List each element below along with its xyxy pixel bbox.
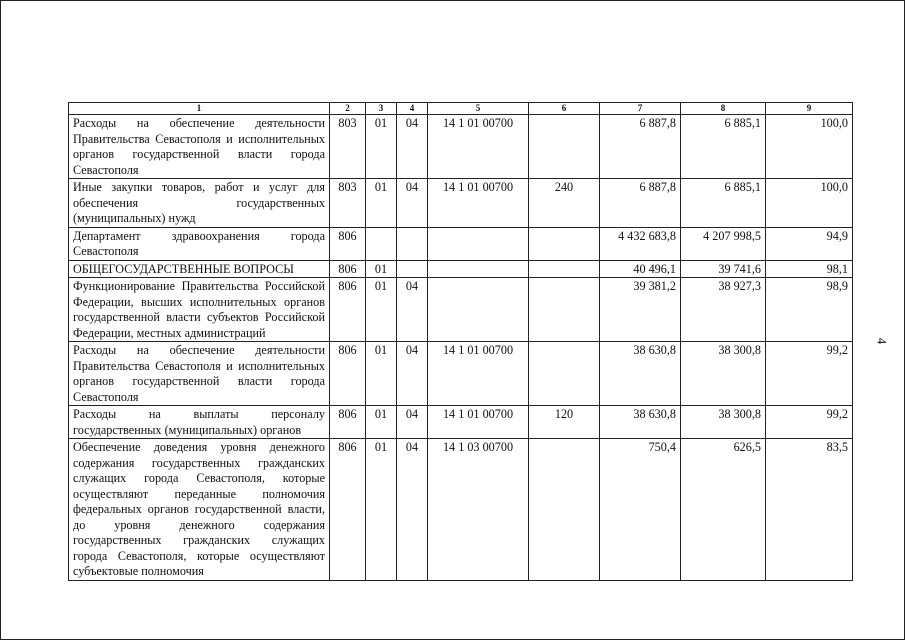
cell-approved: 38 630,8	[600, 342, 681, 406]
cell-section: 01	[366, 342, 397, 406]
budget-table	[68, 102, 853, 581]
cell-ministry: 806	[330, 227, 366, 260]
cell-subsection: 04	[397, 115, 428, 179]
cell-approved: 39 381,2	[600, 278, 681, 342]
cell-percent: 100,0	[766, 179, 853, 228]
cell-target-article: 14 1 01 00700	[428, 342, 529, 406]
cell-section: 01	[366, 115, 397, 179]
cell-approved: 750,4	[600, 439, 681, 581]
col-header-2: 2	[330, 103, 366, 115]
table-row	[69, 227, 853, 260]
cell-approved: 4 432 683,8	[600, 227, 681, 260]
cell-subsection: 04	[397, 439, 428, 581]
cell-ministry: 803	[330, 115, 366, 179]
table-row	[69, 278, 853, 342]
cell-expense-type	[529, 278, 600, 342]
row-name: Обеспечение доведения уровня денежного содержания государственных гражданских служащих города Севастополя, которые осуществляют переданные полномочия федеральных органов государственной власти, до уровня денежного содержания государственных гражданских служащих города Севастополя, которые осуществляют субъектовые полномочия	[69, 439, 330, 581]
cell-percent: 98,9	[766, 278, 853, 342]
table-row	[69, 406, 853, 439]
cell-percent: 100,0	[766, 115, 853, 179]
row-name: Расходы на обеспечение деятельности Правительства Севастополя и исполнительных органов государственной власти города Севастополя	[69, 342, 330, 406]
cell-ministry: 806	[330, 342, 366, 406]
cell-ministry: 806	[330, 260, 366, 278]
row-name: Иные закупки товаров, работ и услуг для обеспечения государственных (муниципальных) нужд	[69, 179, 330, 228]
cell-section: 01	[366, 406, 397, 439]
table-row	[69, 115, 853, 179]
cell-executed: 38 927,3	[681, 278, 766, 342]
cell-expense-type: 240	[529, 179, 600, 228]
header-row	[69, 103, 853, 115]
col-header-6: 6	[529, 103, 600, 115]
cell-expense-type: 120	[529, 406, 600, 439]
cell-expense-type	[529, 342, 600, 406]
cell-target-article	[428, 278, 529, 342]
cell-percent: 94,9	[766, 227, 853, 260]
cell-target-article: 14 1 01 00700	[428, 115, 529, 179]
cell-target-article: 14 1 01 00700	[428, 406, 529, 439]
cell-approved: 40 496,1	[600, 260, 681, 278]
cell-expense-type	[529, 439, 600, 581]
cell-target-article	[428, 260, 529, 278]
cell-target-article	[428, 227, 529, 260]
cell-expense-type	[529, 260, 600, 278]
cell-subsection: 04	[397, 278, 428, 342]
cell-approved: 6 887,8	[600, 115, 681, 179]
col-header-5: 5	[428, 103, 529, 115]
cell-target-article: 14 1 03 00700	[428, 439, 529, 581]
cell-percent: 98,1	[766, 260, 853, 278]
cell-subsection: 04	[397, 342, 428, 406]
cell-percent: 99,2	[766, 406, 853, 439]
row-name: ОБЩЕГОСУДАРСТВЕННЫЕ ВОПРОСЫ	[69, 260, 330, 278]
cell-executed: 6 885,1	[681, 179, 766, 228]
cell-ministry: 806	[330, 439, 366, 581]
cell-executed: 626,5	[681, 439, 766, 581]
table-row	[69, 342, 853, 406]
cell-executed: 38 300,8	[681, 342, 766, 406]
cell-ministry: 806	[330, 278, 366, 342]
cell-section: 01	[366, 260, 397, 278]
col-header-4: 4	[397, 103, 428, 115]
row-name: Функционирование Правительства Российской Федерации, высших исполнительных органов государственной власти субъектов Российской Федерации, местных администраций	[69, 278, 330, 342]
cell-subsection	[397, 227, 428, 260]
col-header-7: 7	[600, 103, 681, 115]
cell-target-article: 14 1 01 00700	[428, 179, 529, 228]
table-row	[69, 439, 853, 581]
row-name: Расходы на выплаты персоналу государственных (муниципальных) органов	[69, 406, 330, 439]
cell-executed: 4 207 998,5	[681, 227, 766, 260]
cell-percent: 83,5	[766, 439, 853, 581]
cell-section: 01	[366, 439, 397, 581]
cell-subsection: 04	[397, 179, 428, 228]
cell-subsection	[397, 260, 428, 278]
table-row	[69, 260, 853, 278]
col-header-1: 1	[69, 103, 330, 115]
col-header-3: 3	[366, 103, 397, 115]
row-name: Департамент здравоохранения города Севастополя	[69, 227, 330, 260]
cell-ministry: 806	[330, 406, 366, 439]
cell-approved: 38 630,8	[600, 406, 681, 439]
cell-expense-type	[529, 227, 600, 260]
cell-section: 01	[366, 179, 397, 228]
cell-executed: 39 741,6	[681, 260, 766, 278]
cell-section: 01	[366, 278, 397, 342]
table-row	[69, 179, 853, 228]
cell-approved: 6 887,8	[600, 179, 681, 228]
row-name: Расходы на обеспечение деятельности Правительства Севастополя и исполнительных органов государственной власти города Севастополя	[69, 115, 330, 179]
cell-expense-type	[529, 115, 600, 179]
cell-ministry: 803	[330, 179, 366, 228]
page-number: 4	[874, 337, 890, 345]
col-header-9: 9	[766, 103, 853, 115]
cell-executed: 38 300,8	[681, 406, 766, 439]
cell-section	[366, 227, 397, 260]
col-header-8: 8	[681, 103, 766, 115]
cell-percent: 99,2	[766, 342, 853, 406]
cell-subsection: 04	[397, 406, 428, 439]
cell-executed: 6 885,1	[681, 115, 766, 179]
